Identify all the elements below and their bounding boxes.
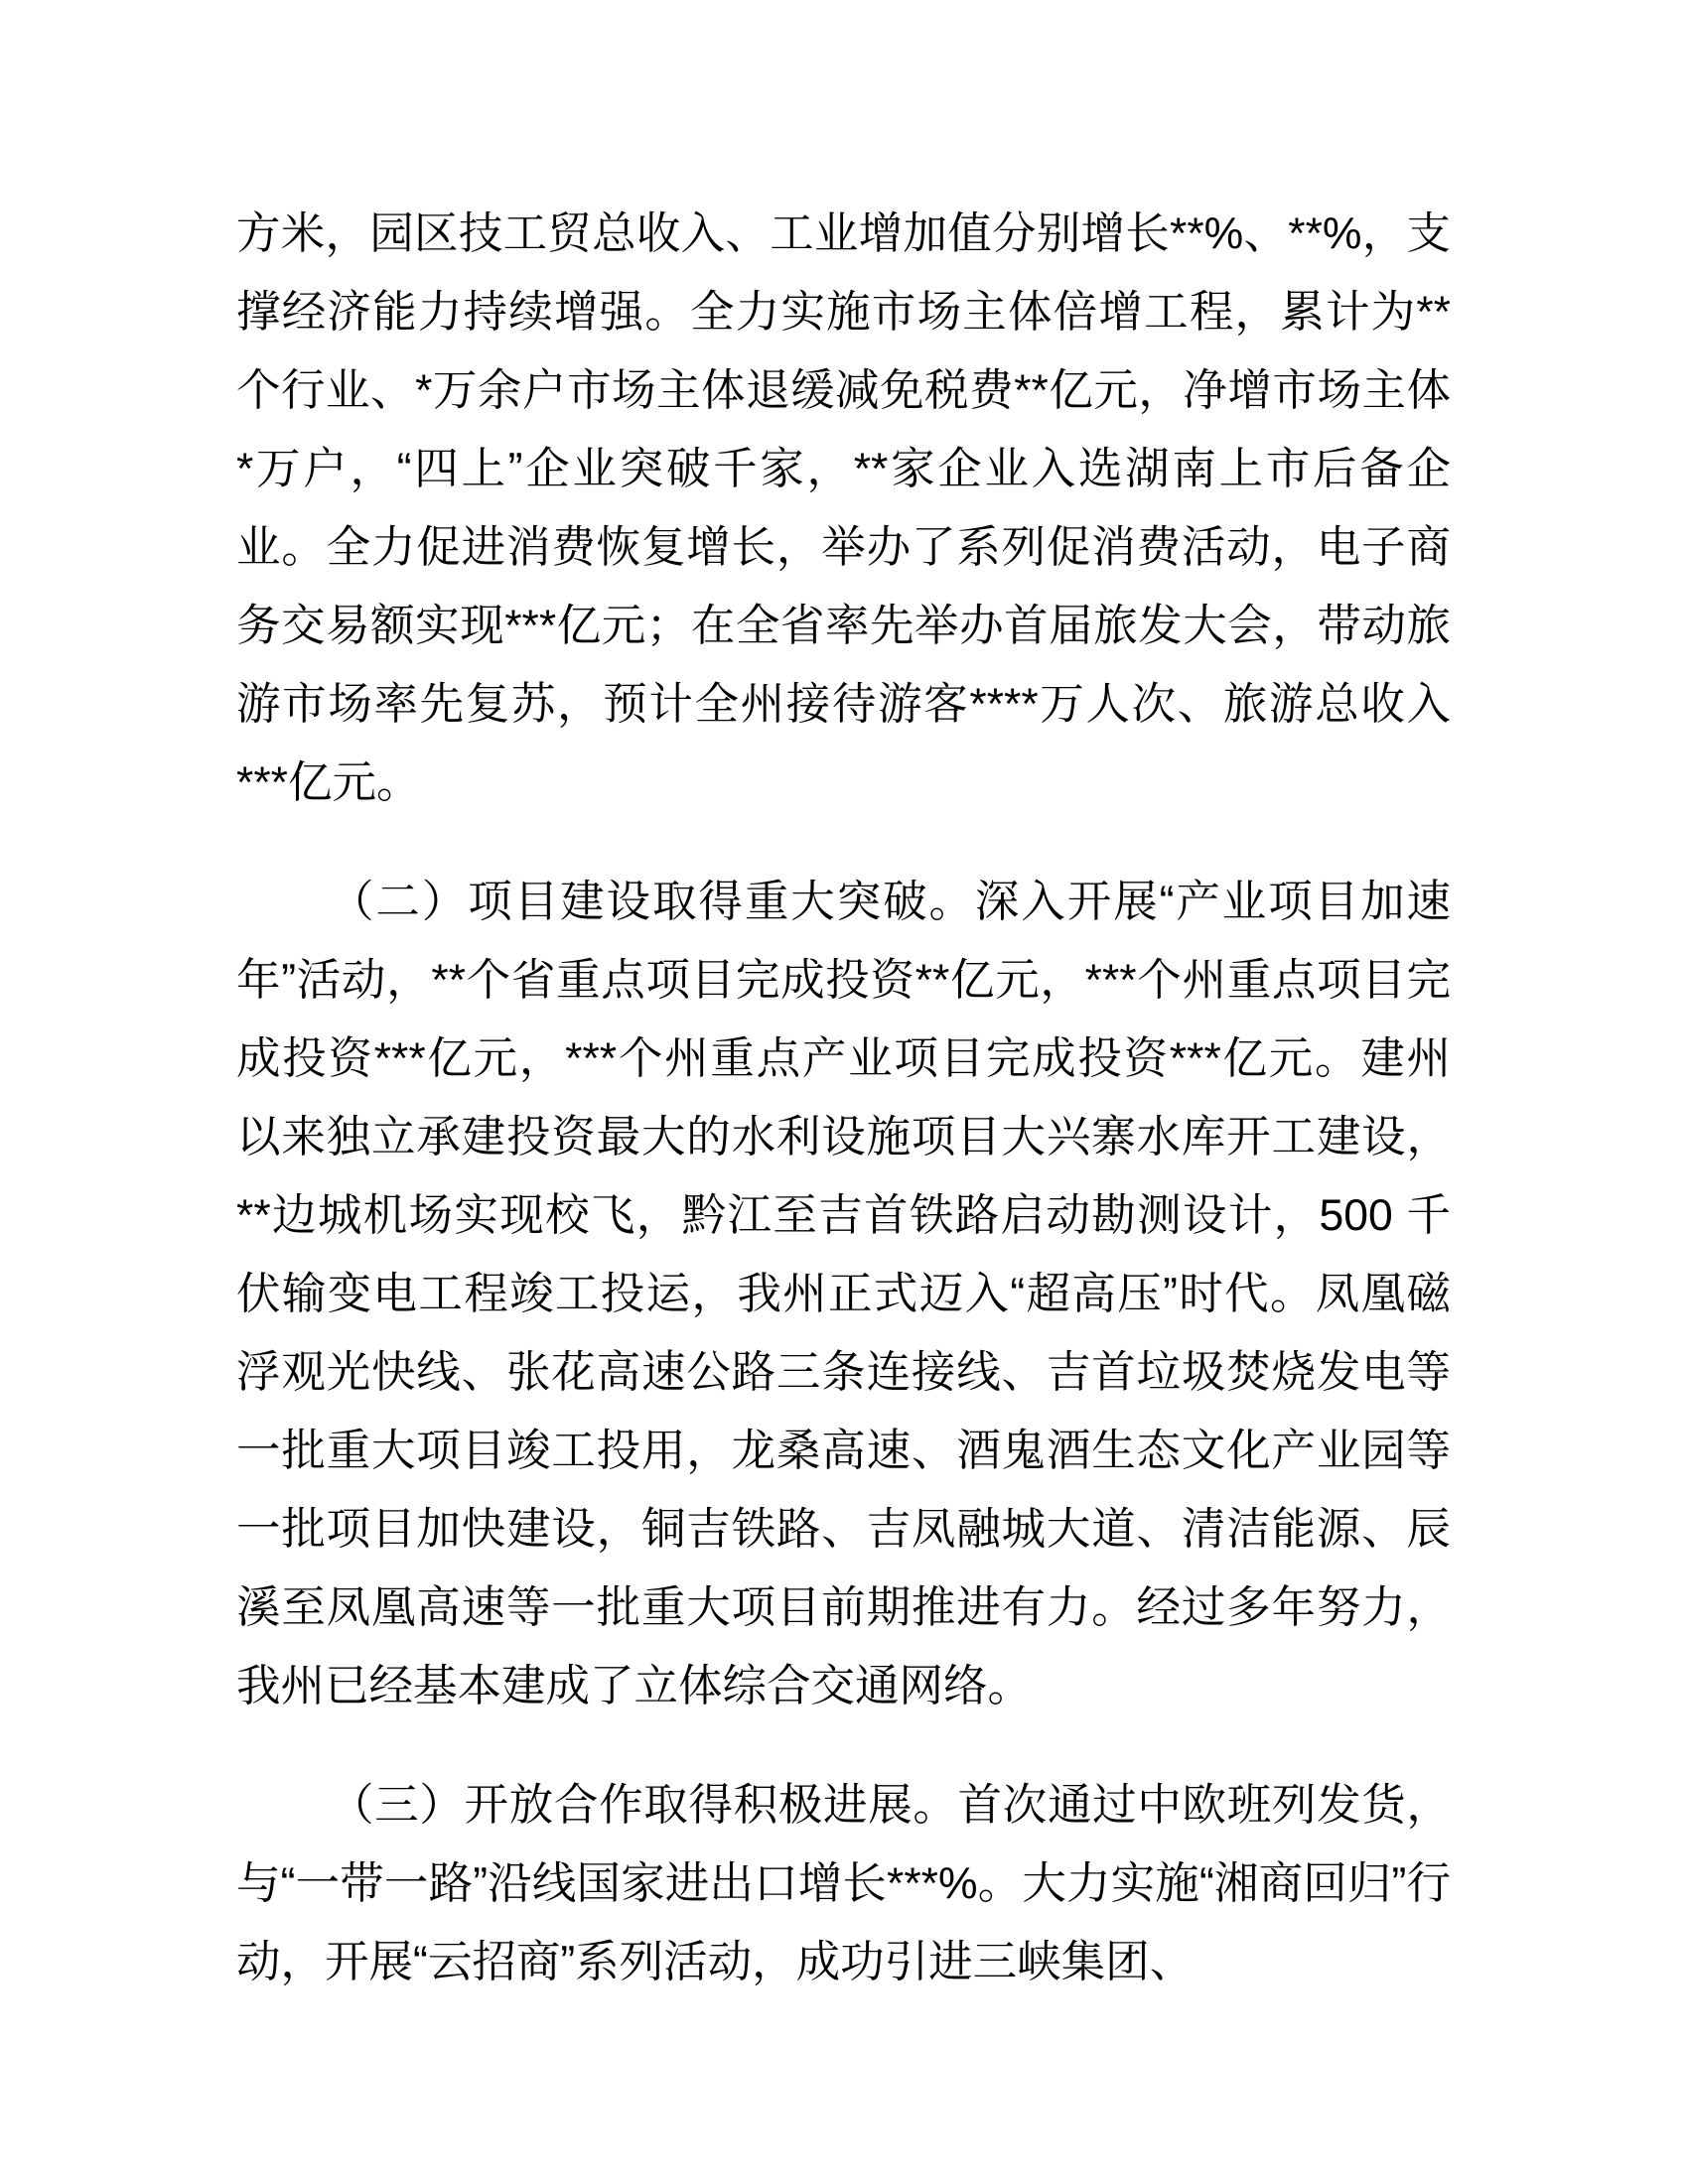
paragraph-section-three: （三）开放合作取得积极进展。首次通过中欧班列发货，与“一带一路”沿线国家进出口增长***%。大力实施“湘商回归”行动，开展“云招商”系列活动，成功引进三峡集团、 — [236, 1781, 1451, 1986]
paragraph-spacer — [236, 822, 1451, 863]
paragraph-section-two: （二）项目建设取得重大突破。深入开展“产业项目加速年”活动，**个省重点项目完成投资**亿元，***个州重点项目完成投资***亿元，***个州重点产业项目完成投资***亿元。建州以来独立承建投资最大的水利设施项目大兴寨水库开工建设，**边城机场实现校飞，黔江至吉首铁路启动勘测设计，500 千伏输变电工程竣工投运，我州正式迈入“超高压”时代。凤凰磁浮观光快线、张花高速公路三条连接线、吉首垃圾焚烧发电等一批重大项目竣工投用，龙桑高速、酒鬼酒生态文化产业园等一批项目加快建设，铜吉铁路、吉凤融城大道、清洁能源、辰溪至凤凰高速等一批重大项目前期推进有力。经过多年努力，我州已经基本建成了立体综合交通网络。 — [236, 878, 1451, 1710]
paragraph-continued-economy: 方米，园区技工贸总收入、工业增加值分别增长**%、**%，支撑经济能力持续增强。全力实施市场主体倍增工程，累计为**个行业、*万余户市场主体退缓减免税费**亿元，净增市场主体*万户，“四上”企业突破千家，**家企业入选湖南上市后备企业。全力促进消费恢复增长，举办了系列促消费活动，电子商务交易额实现***亿元；在全省率先举办首届旅发大会，带动旅游市场率先复苏，预计全州接待游客****万人次、旅游总收入***亿元。 — [236, 209, 1451, 807]
paragraph-spacer — [236, 1725, 1451, 1766]
document-text-column — [236, 195, 1451, 2001]
